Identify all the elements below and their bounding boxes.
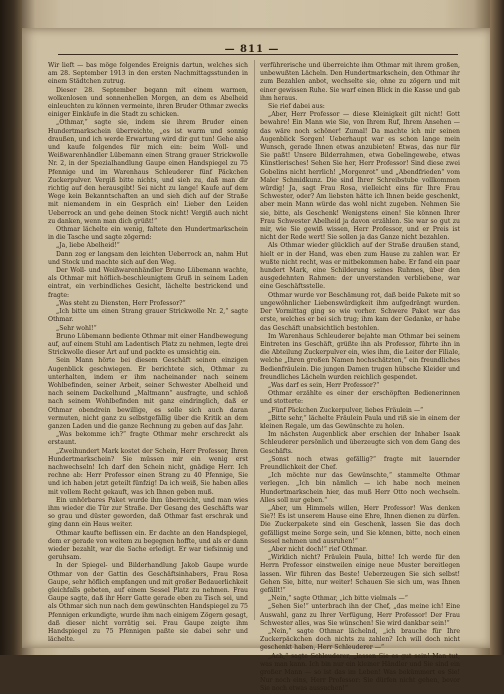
paragraph: Als Othmar wieder glücklich auf der Straße draußen stand, hielt er in der Hand, was eben zum Hause zu zahlen war. Er wußte nicht recht, was er mitbekommen habe. Er fand ein paar hundert Mark, eine Schilderung seines Ruhmes, über den ausgedehnten Rahmen: der unverstanden verbliebene, war eine Geschäftsstelle. — [260, 242, 460, 291]
header-rule — [58, 54, 458, 55]
paragraph: Im Warenhaus Schleuderer bejahte man Othmar bei seinem Eintreten ins Geschäft, grüßte ihn als Professor, führte ihn in die Abteilung Zuckerpulver ein, wies ihm, die Leiter der Filiale, welche „Ihren großen Namen hochschätzten,“ ein freundliches Bedienfräulein. Die jungen Damen trugen hübsche Kleider und freundliches Lächeln wurden reichlich gespendet. — [260, 332, 460, 381]
paragraph: „Ich möchte nur das Gewünschte,“ stammelte Othmar verlegen. „Ich bin nämlich — ich habe noch meinen Hundertmarkschein hier, das muß Herr Otto noch wechseln. Alles soll nur geben.“ — [260, 472, 460, 504]
paragraph: „Othmar,“ sagte sie, indem sie ihrem Bruder einen Hundertmarkschein überreichte, „es ist warm und sonnig draußen, und ich werde Erwartung wird dir gut tun! Gehe also und kaufe folgendes für mich ein: beim Woll- und Weißwarenhändler Lübemann einen Strang grauer Strickwolle Nr. 2, in der Spezialhandlung Gaupe einen Handspiegel zu 75 Pfennige und im Warenhaus Schleuderer fünf Päckchen Zuckerpulver. Vergiß bitte nichts, und sieh zu, daß man dir richtig auf den herausgibt! Sei nicht zu lange! Kaufe auf dem Wege kein Bekanntschaften an und sieh dich auf der Straße mit niemandem in ein Gespräch ein! Lieber den Leiden Ueberrock an und gehe deinen Stock nicht! Vergiß auch nicht zu danken, wenn man dich grüßt!“ — [48, 119, 248, 225]
paragraph: „Ja, liebe Abelheid!“ — [56, 242, 120, 250]
paragraph: Im nächsten Augenblick aber erschien der Inhaber Isaak Schleuderer persönlich und überzeugte sich von dem Gang des Geschäfts. — [260, 431, 460, 455]
paragraph: Ein unhörbares Paket wurde ihm überreicht, und man wies ihm wieder die Tür zur Straße. Der Gesang des Geschäfts war so grau und düster geworden, daß Othmar fast erschrak und ging dann ein Haus weiter. — [48, 496, 248, 529]
left-column — [48, 62, 248, 644]
paragraph: „Sehr wohl!“ — [56, 324, 97, 332]
paragraph: Dieser 28. September begann mit einem warmen, wolkenlosen und sonnenhellen Morgen, an dem es Abelheid einleuchten zu können vermeinte, ihren Bruder Othmar zwecks einiger Einkäufe in die Stadt zu schicken. — [48, 86, 248, 119]
right-column — [260, 62, 460, 694]
paragraph: „Nein,“ sagte Othmar, „ich bitte vielmals —“ — [268, 595, 408, 603]
paragraph: Othmar kaufte beflissen ein. Er dachte an den Handspiegel, dem er gerade von weitem zu begegnen hoffte, und als er dann wieder bezahlt, war die Sache erledigt. Er war tiefsinnig und geruhsam. — [48, 529, 248, 562]
paragraph: „Zweihundert Mark kostet der Schein, Herr Professor, Ihren Hundertmarkschein? Sie müssen mir ein wenig erst nachwechseln! Ich darf den Schein nicht, gnädige Herr. Ich rechne ab: Herr Professor einen Strang zu 40 Pfennige, Sie und ich haben jetzt geteilt fünfzig! Da ich weiß, Sie haben alles mit vollem Recht gekauft, was ich Ihnen geben muß. — [48, 447, 248, 496]
paragraph: „Aber nicht doch!“ rief Othmar. — [268, 545, 368, 553]
paragraph: „Was bekomme ich?“ fragte Othmar mehr erschreckt als erstaunt. — [48, 431, 248, 447]
paragraph: „Fünf Päckchen Zuckerpulver, liebes Fräulein —“ — [268, 406, 424, 414]
book-spine — [0, 0, 22, 655]
paragraph: Wir lieft — bas möge folgendes Ereignis dartun, welches sich am 28. September 1913 in den ersten Nachmittagsstunden in einem Städtchen zutrug. — [48, 62, 248, 86]
paragraph: Bruno Lübemann bediente Othmar mit einer Handbewegung auf, auf einem Stuhl am Ladentisch Platz zu nehmen, legte drei Strickwolle dieser Art auf und packte es umsichtig ein. — [48, 332, 248, 357]
paragraph: Othmar wurde vor Beschämung rot, daß beide Pakete mit so ungewöhnlicher Liebenswürdigkeit ihm aufgedrängt wurden. Der Vormittag ging so wie vorher. Schwere Paket war das erste, welches er bei sich trug; ihm kam der Gedanke, er habe das Geschäft unabsichtlich bestohlen. — [260, 291, 460, 332]
paragraph: Der Woll- und Weißwarenhändler Bruno Lübemann wachte, als Othmar mit höflich-beschleunigtem Gruß in seinem Laden eintrat, ein verbindliches Gesicht, lächelte bestrickend und fragte: — [48, 267, 248, 299]
paragraph: „Sehen Sie!“ unterbrach ihn der Chef, „das meine ich! Eine Auswahl, ganz zu Ihrer Verfügung, Herr Professor! Der Frau Schwester alles, was Sie wünschen! Sie wird dankbar sein!“ — [260, 603, 460, 627]
page-right-edge — [490, 0, 504, 655]
paragraph: „Aber, um Himmels willen, Herr Professor! Was denken Sie?! Es ist unserem Hause eine Ehre, Ihnen dienen zu dürfen. Die Zuckerpakete sind ein Geschenk, lassen Sie das doch gefälligst meine Sorge sein, und Sie können, bitte, noch einen Sessel nehmen und ausruhen!“ — [260, 504, 460, 545]
paragraph: Sein Mann hörte bei diesem Geschäft seinen einzigen Augenblick geschwiegen. Er berichtete sich, Othmar zu unterhalten, indem er ihm nacheinander nach seinem Wohlbefinden, seiner Arbeit, seiner Schwester Abelheid und nach seinem Dackelhund „Maltmann“ ausfragte, und schloß nach seinem Wohlbefinden mit ganz eindringlich, daß er Othmar obendrein bewillige, es solle sich auch daran vermuten, nicht ganz zu selbstgefällig über die Kritik an dem ganzen Laden und die ganze Rechnung zu geben auf das Jahr. — [48, 357, 248, 430]
paragraph: In der Spiegel- und Bilderhandlung Jakob Gaupe wurde Othmar von der Gattin des Geschäftsinhabers, Frau Rosa Gaupe, sehr höflich empfangen und mit großer Bedauerlichkeit gleichfalls gebeten, auf einem Sessel Platz zu nehmen. Frau Gaupe sagte, daß ihr Herr Gatte gerade eben zu Tisch sei, und als Othmar sich nun nach dem gewünschten Handspiegel zu 75 Pfennigen erkundigte, wurde ihm nach einigem Zögern gesagt, daß dieser nicht vorrätig sei. Frau Gaupe zeigte ihm Handspiegel zu 75 Pfennigen paßte sie dabei sehr und lächelte. — [48, 562, 248, 644]
paragraph: Othmar erzählte es einer der erschöpften Bedienerinnen und stotterte: — [260, 390, 460, 406]
paragraph: „Was steht zu Diensten, Herr Professor?“ — [56, 299, 186, 307]
paragraph: Othmar lächelte ein wenig, faltete den Hundertmarkschein in die Tasche und sagte zögernd: — [48, 226, 248, 242]
paragraph: „Bitte sehr,“ lächelte Fräulein Paula und riß sie in einem der kleinen Regale, um das Gewünschte zu holen. — [260, 414, 460, 430]
paragraph: „Nein,“ sagte Othmar lächelnd, „ich brauche für Ihre Zuckerpäckchen doch nichts zu zahlen? Ich will doch nicht geschenkt haben, Herr Schleuderer —“ — [260, 628, 460, 652]
paragraph: „Was darf es sein, Herr Professor?“ — [268, 381, 380, 389]
paragraph: „Sonst noch etwas gefällig?“ fragte mit lauernder Freundlichkeit der Chef. — [260, 455, 460, 471]
page-number: — 811 — — [224, 44, 280, 55]
paragraph: „Wirklich nicht? Fräulein Paula, bitte! Ich werde für den Herrn Professor einstweilen einige neue Muster bereitlegen lassen. Wir führen das Beste! Ueberzeugen Sie sich selbst! Gehen Sie, bitte, nur weiter! Schauen Sie sich um, was Ihnen gefällt!“ — [260, 554, 460, 594]
paragraph: Dann zog er langsam den leichten Ueberrock an, nahm Hut und Stock und machte sich auf den Weg. — [48, 250, 248, 266]
paragraph: verführerische und überreichte ihm Othmar mit ihrem großen, unbewußten Lächeln. Den Hundertmarkschein, den Othmar ihr zum Bezahlen anbot, wechselte sie, ohne zu zögern und mit einer gewissen Ruhe. Sie warf einen Blick in die Kasse und gab ihm heraus. — [260, 62, 460, 102]
column-divider — [254, 60, 255, 620]
paragraph: „Ich bitte um einen Strang grauer Strickwolle Nr. 2,“ sagte Othmar. — [48, 308, 248, 324]
paragraph: Sie rief dabei aus: — [268, 103, 325, 111]
paragraph: „Ach,“ sagte Schleuderer, „lassen Sie es gut sein! Man tut, was man kann. Ich bin nur ein kleiner Händler und Sie sind ein großer Mann — so ist das im Leben! Was bekümmert es Sie! Nur noch eins, Herr Professor: Sie dürfen nicht gehen, bevor Sie noch etwas aussuchen!“ — [260, 652, 460, 693]
paragraph: „Aber, Herr Professor — diese Kleinigkeit gilt nicht! Gott bewahre! Ein Mann wie Sie, von Ihrem Ruf, Ihrem Ansehen — das wäre noch schöner! Zumal! Da machte ich mir seinen Augenblick Sorgen! Ueberhaupt war es schon lange mein Wunsch, gerade Ihnen etwas anzubieten! Etwas, das nur für Sie paßt! Unsere Bilderrahmen, etwa Gobelingewebe, etwas Künstlerisches! Sehen Sie her, Herr Professor! Sind diese zwei Gobelins nicht herrlich! „Morgenrot“ und „Abendfrieden“ vom Maler Schmidkunz. Die sind Ihrer Schreibstube vollkommen würdig! Ja, sagt Frau Rosa, vielleicht eins für Ihre Frau Schwester, oder? Am liebsten hätte ich Ihnen beide geschenkt, aber mein Mann würde das wohl nicht zugeben. Nehmen Sie sie, bitte, als Geschenk! Wenigstens einen! Sie können Ihrer Frau Schwester Abelheid ja davon erzählen. Sie war so gut zu mir, wie Sie gewiß wissen, Herr Professor, und er Preis ist nicht der Rede wert! Sie sollen ja das Ganze nicht bezahlen. — [260, 111, 460, 242]
